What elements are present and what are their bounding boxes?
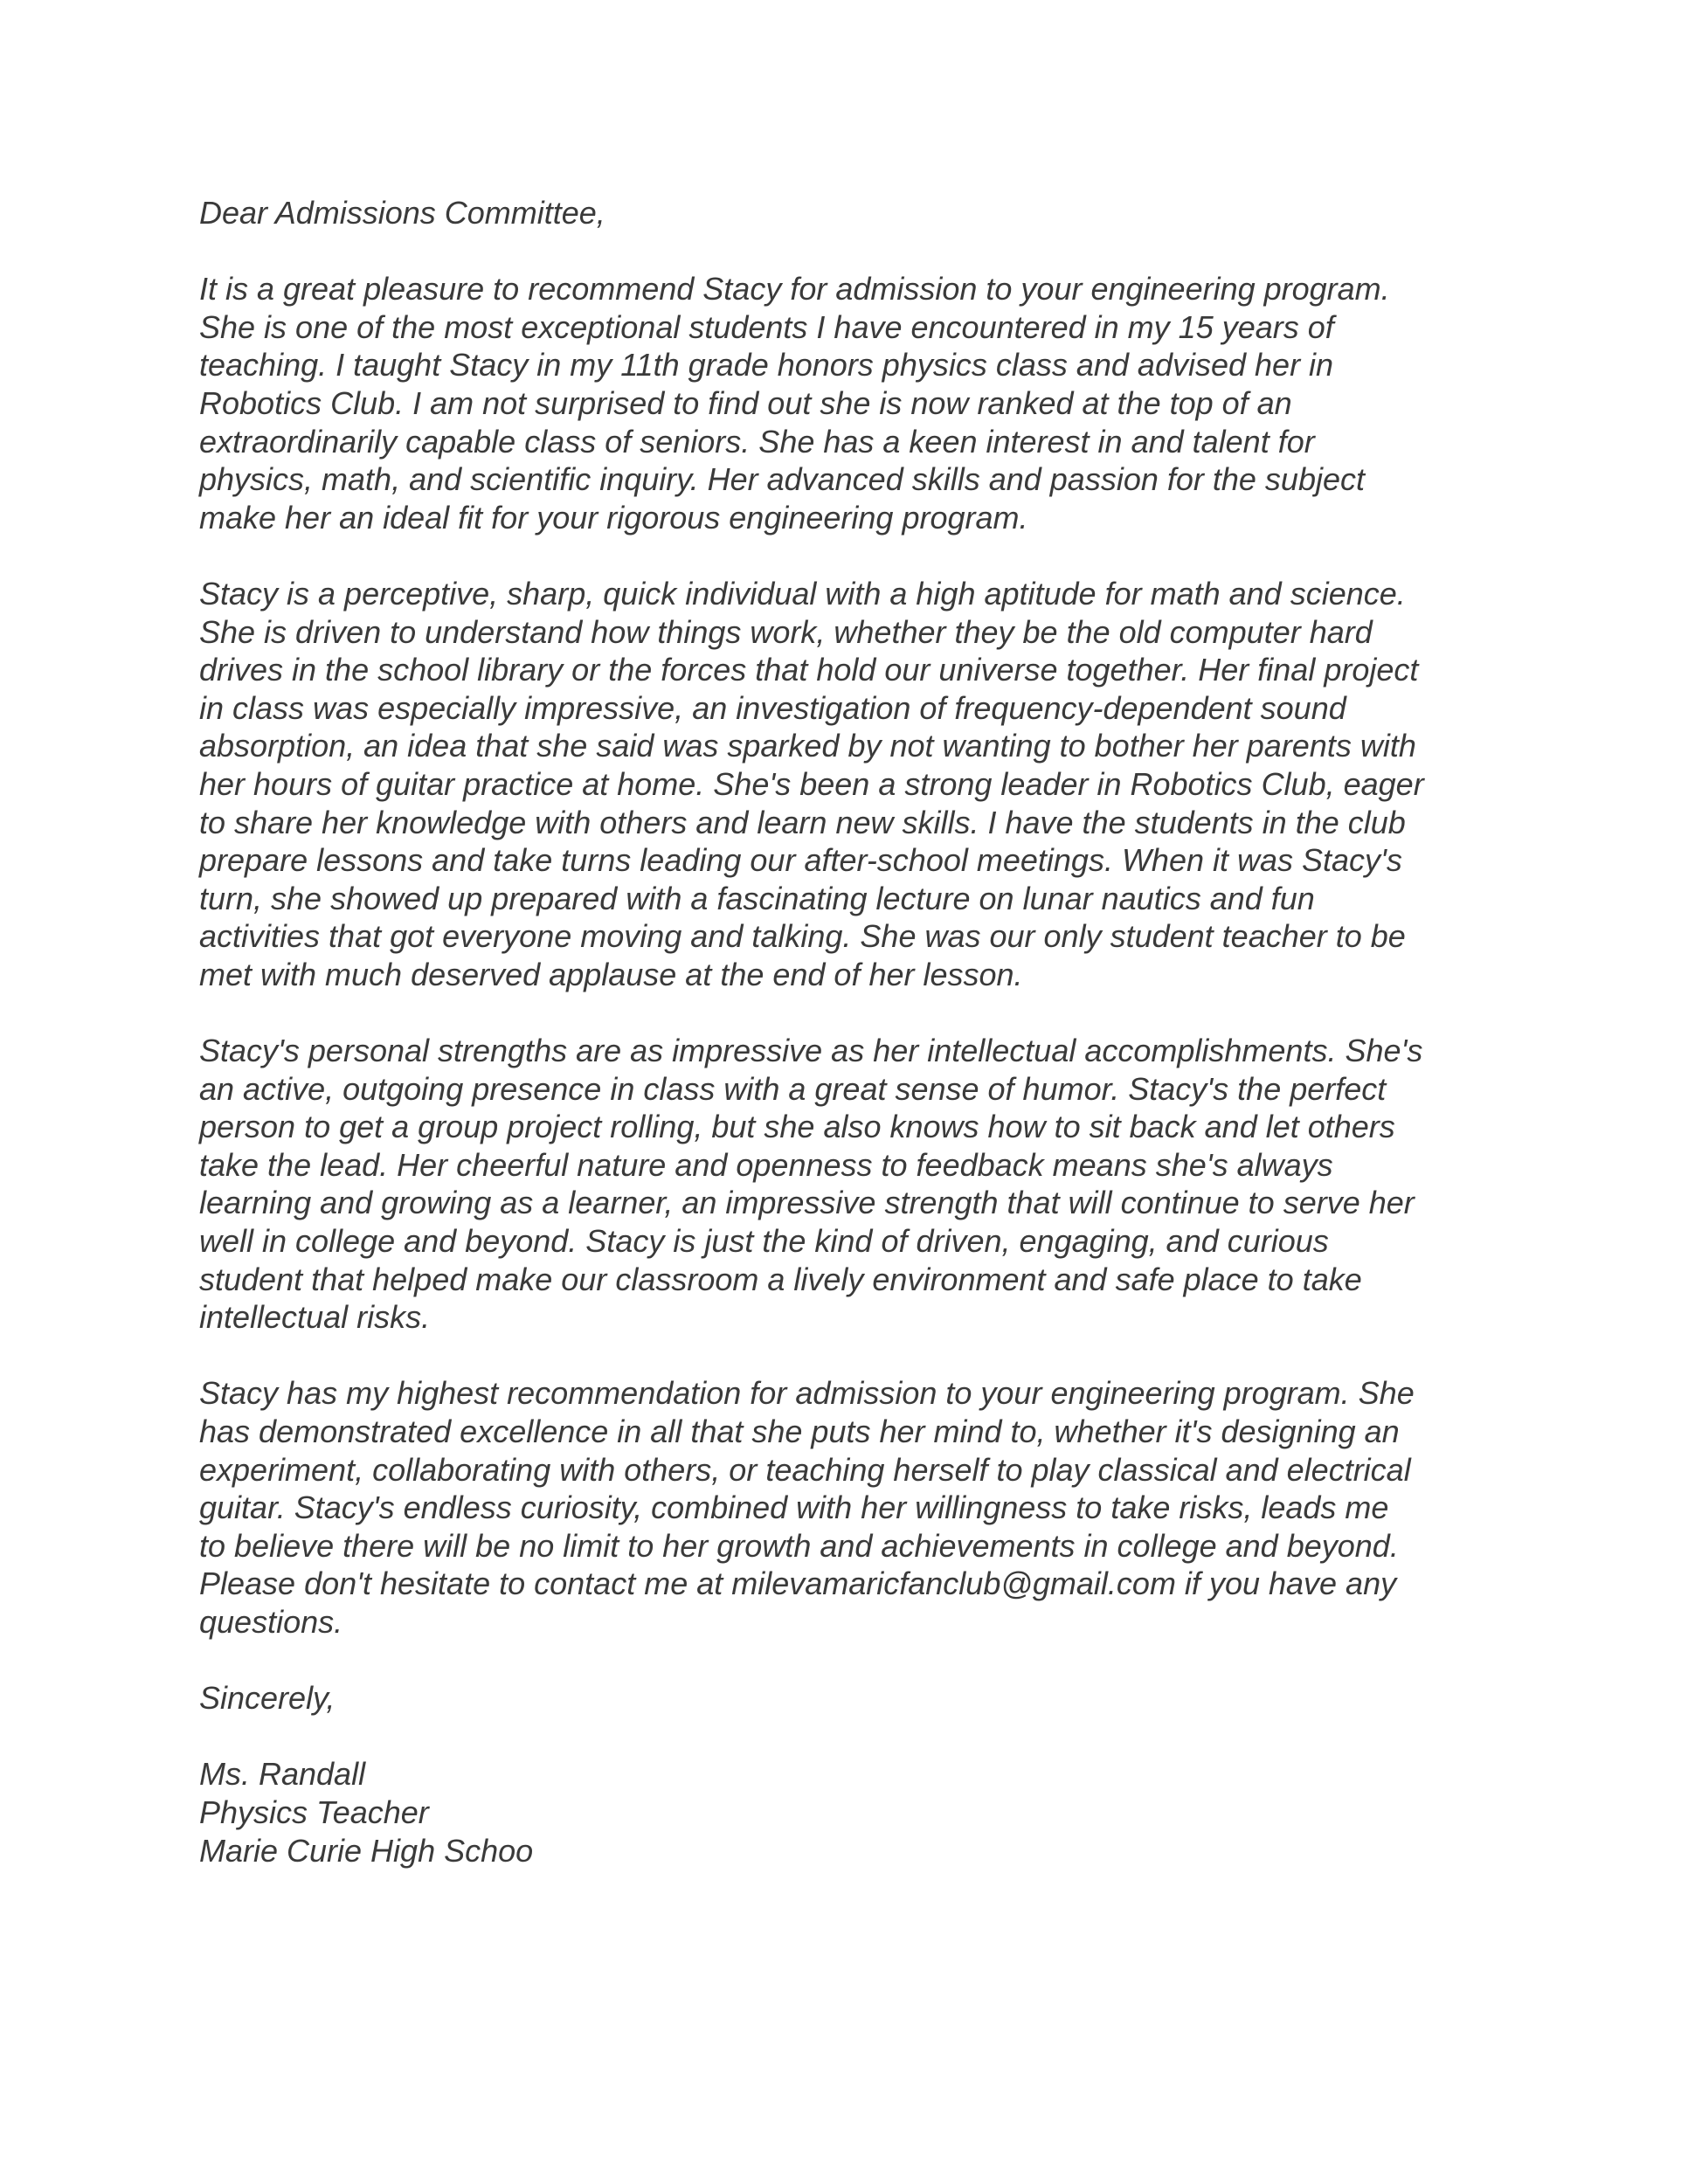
paragraph-personal-strengths: Stacy's personal strengths are as impressive as her intellectual accomplishments. She's an active, outgoing presence in class with a great sense of humor. Stacy's the perfect person to get a group project rolling, but she also knows how to sit back and let others take the lead. Her cheerful nature and openness to feedback means she's always learning and growing as a learner, an impressive strength that will continue to serve her well in college and beyond. Stacy is just the kind of driven, engaging, and curious student that helped make our classroom a lively environment and safe place to take intellectual risks. [199, 1033, 1423, 1336]
closing: Sincerely, [199, 1680, 336, 1717]
paragraph-recommendation: Stacy has my highest recommendation for admission to your engineering program. She has demonstrated excellence in all that she puts her mind to, whether it's designing an experiment, collaborating with others, or teaching herself to play classical and electrical guitar. Stacy's endless curiosity, combined with her willingness to take risks, leads me to believe there will be no limit to her growth and achievements in college and beyond. Please don't hesitate to contact me at milevamaricfanclub@gmail.com if you have any questions. [199, 1375, 1415, 1640]
paragraph-aptitude: Stacy is a perceptive, sharp, quick individual with a high aptitude for math and science. She is driven to understand how things work, whether they be the old computer hard drives in the school library or the forces that hold our universe together. Her final project in class was especially impressive, an investigation of frequency-dependent sound absorption, an idea that she said was sparked by not wanting to bother her parents with her hours of guitar practice at home. She's been a strong leader in Robotics Club, eager to share her knowledge with others and learn new skills. I have the students in the club prepare lessons and take turns leading our after-school meetings. When it was Stacy's turn, she showed up prepared with a fascinating lecture on lunar nautics and fun activities that got everyone moving and talking. She was our only student teacher to be met with much deserved applause at the end of her lesson. [199, 575, 1424, 992]
signature-school: Marie Curie High Schoo [199, 1832, 534, 1869]
paragraph-intro: It is a great pleasure to recommend Stacy for admission to your engineering program. She is one of the most exceptional students I have encountered in my 15 years of teaching. I taught Stacy in my 11th grade honors physics class and advised her in Robotics Club. I am not surprised to find out she is now ranked at the top of an extraordinarily capable class of seniors. She has a keen interest in and talent for physics, math, and scientific inquiry. Her advanced skills and passion for the subject make her an ideal fit for your rigorous engineering program. [199, 271, 1390, 536]
recommendation-letter [199, 194, 1501, 1870]
signature-title: Physics Teacher [199, 1794, 429, 1830]
salutation: Dear Admissions Committee, [199, 195, 605, 231]
signature-name: Ms. Randall [199, 1756, 366, 1793]
